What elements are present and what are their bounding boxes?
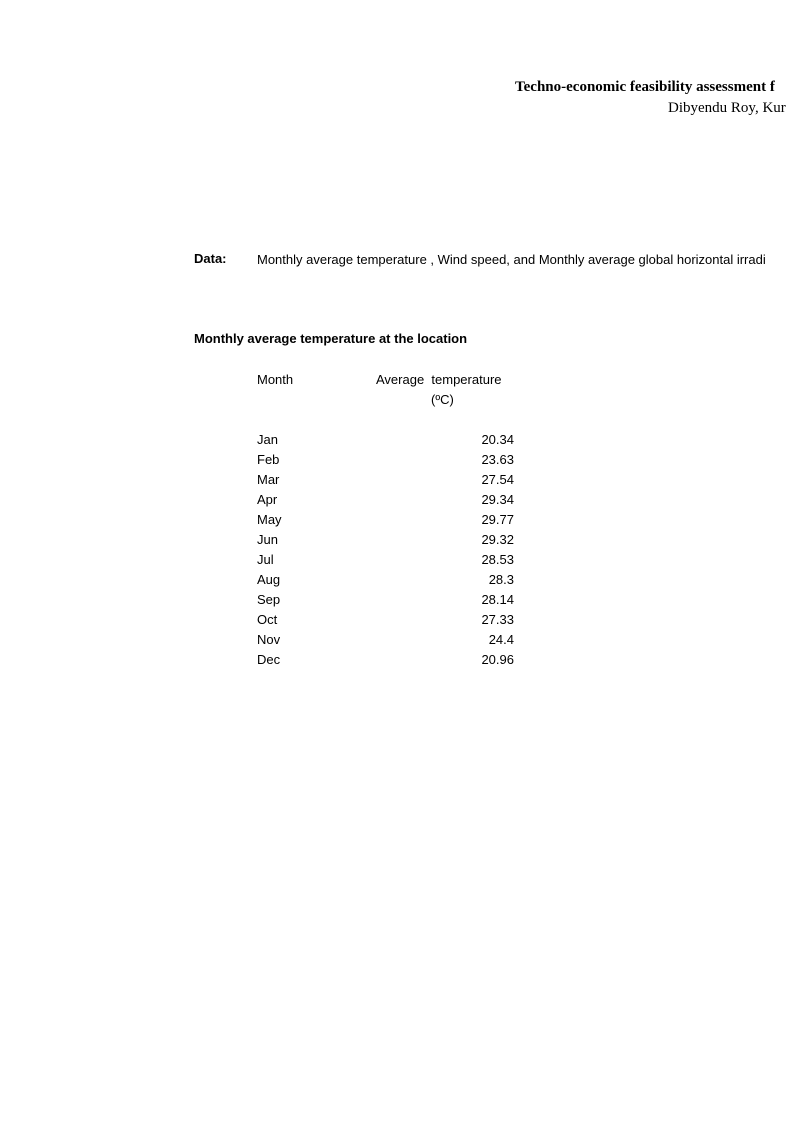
temperature-cell: 29.32	[481, 532, 514, 547]
month-cell: May	[257, 512, 282, 527]
table-row	[257, 652, 514, 672]
table-row	[257, 592, 514, 612]
month-cell: Apr	[257, 492, 278, 507]
table-row	[257, 492, 514, 512]
temperature-cell: 27.33	[481, 612, 514, 627]
temperature-column-header: Average temperature	[376, 372, 502, 387]
month-cell: Jul	[257, 552, 274, 567]
month-column-header: Month	[257, 372, 294, 387]
table-row	[257, 612, 514, 632]
table-row	[257, 472, 514, 492]
table-row	[257, 632, 514, 652]
month-cell: Mar	[257, 472, 280, 487]
month-cell: Oct	[257, 612, 278, 627]
table-row	[257, 432, 514, 452]
table-row	[257, 552, 514, 572]
temperature-cell: 27.54	[481, 472, 514, 487]
table-row	[257, 452, 514, 472]
temperature-unit-header: (ºC)	[431, 392, 454, 407]
temperature-cell: 23.63	[481, 452, 514, 467]
table-row	[257, 512, 514, 532]
month-cell: Aug	[257, 572, 281, 587]
month-cell: Sep	[257, 592, 281, 607]
month-cell: Nov	[257, 632, 281, 647]
month-cell: Dec	[257, 652, 281, 667]
temperature-cell: 28.14	[481, 592, 514, 607]
document-authors: Dibyendu Roy, Kur	[668, 100, 786, 116]
temperature-cell: 29.34	[481, 492, 514, 507]
temperature-cell: 28.53	[481, 552, 514, 567]
data-label: Data:	[194, 251, 227, 266]
temperature-table	[257, 432, 514, 672]
table-row	[257, 572, 514, 592]
temperature-cell: 29.77	[481, 512, 514, 527]
temperature-cell: 20.34	[481, 432, 514, 447]
month-cell: Jan	[257, 432, 278, 447]
document-title: Techno-economic feasibility assessment f	[515, 79, 775, 95]
temperature-cell: 20.96	[481, 652, 514, 667]
section-heading: Monthly average temperature at the location	[194, 331, 468, 346]
data-description: Monthly average temperature , Wind speed, and Monthly average global horizontal irradi	[257, 252, 766, 267]
temperature-cell: 24.4	[488, 632, 514, 647]
month-cell: Feb	[257, 452, 280, 467]
month-cell: Jun	[257, 532, 278, 547]
temperature-cell: 28.3	[488, 572, 514, 587]
table-row	[257, 532, 514, 552]
